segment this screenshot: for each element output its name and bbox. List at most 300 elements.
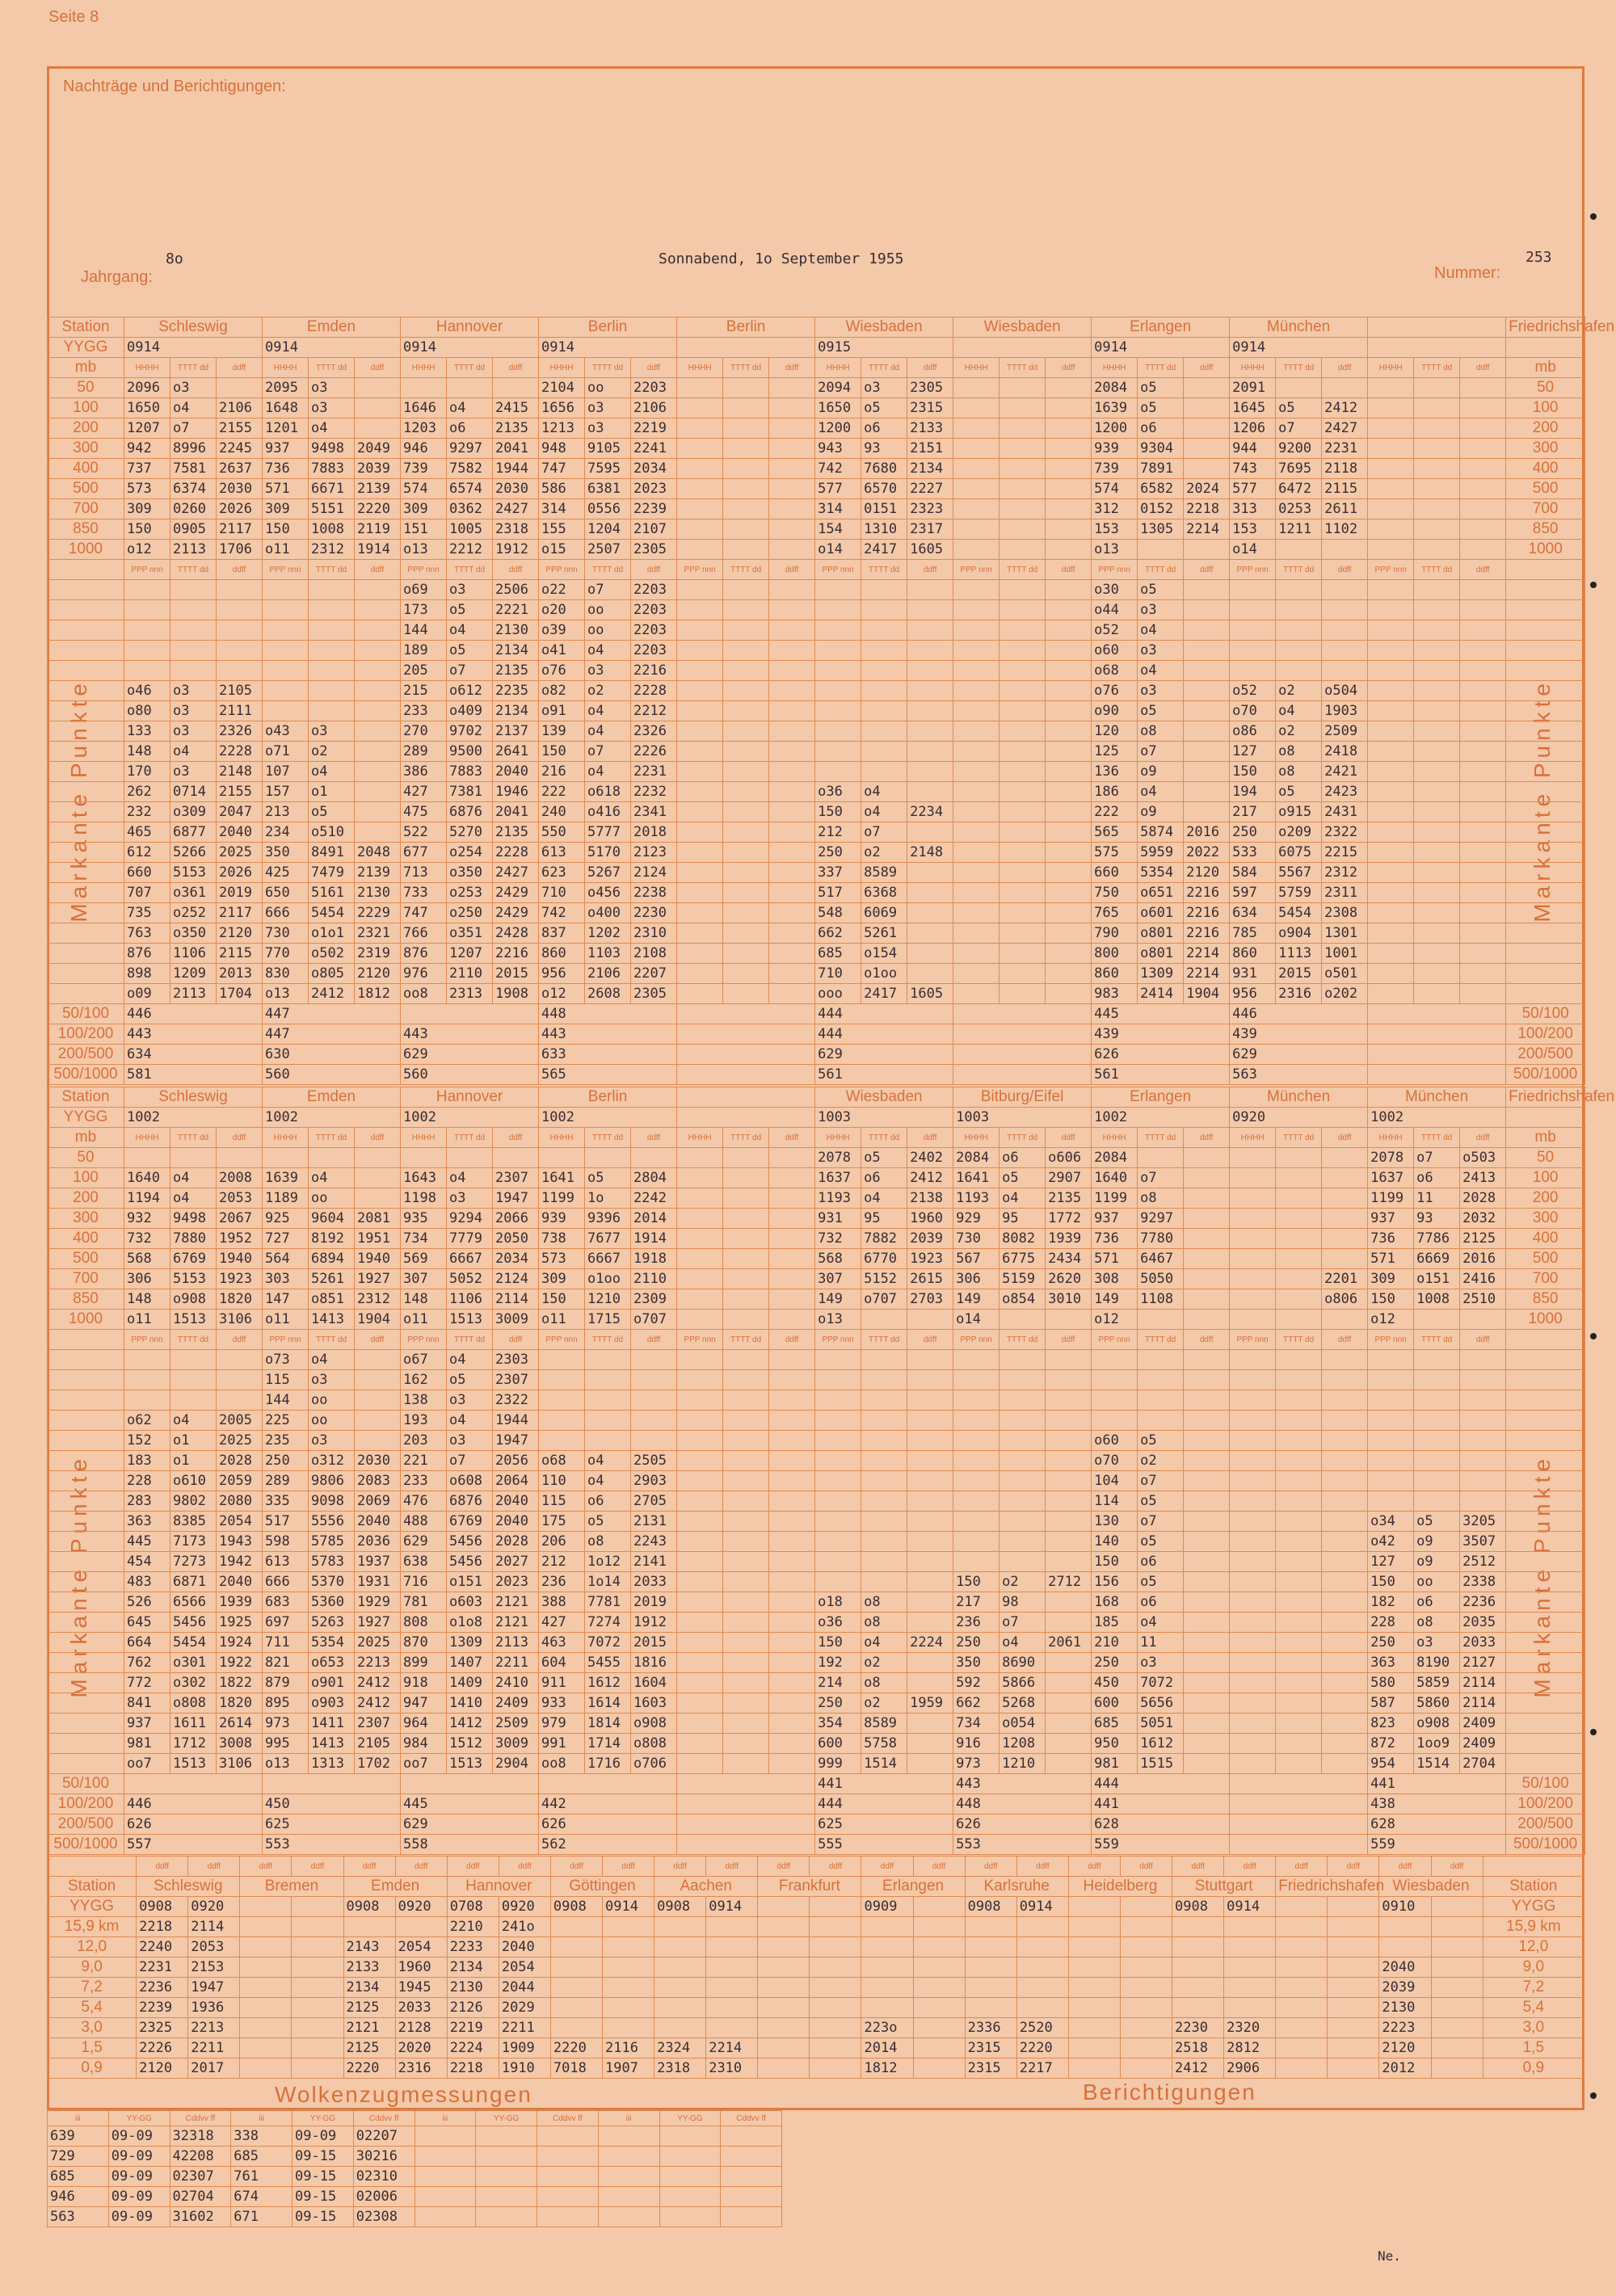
cell (48, 883, 124, 903)
value-cell: o14 (1230, 540, 1276, 560)
value-cell: 2427 (493, 499, 539, 519)
value-cell: o70 (1230, 701, 1276, 721)
value-cell: oo (1414, 1572, 1460, 1592)
value-cell (1230, 1592, 1276, 1613)
value-cell (677, 1734, 723, 1754)
value-cell (1322, 1451, 1368, 1471)
time-value: 0910 (1379, 1897, 1431, 1917)
value-cell (1368, 540, 1414, 560)
value-cell (723, 1714, 769, 1734)
value-cell (1414, 1431, 1460, 1451)
value-cell: 153 (1230, 519, 1276, 540)
value-cell: 1637 (1368, 1168, 1414, 1188)
value-cell: 5454 (170, 1633, 217, 1653)
value-cell (1046, 1491, 1092, 1512)
value-cell: 2704 (1460, 1754, 1506, 1774)
value-cell: o801 (1138, 923, 1184, 944)
value-cell (292, 1917, 343, 1937)
value-cell: o7 (1138, 1512, 1184, 1532)
value-cell (815, 1491, 861, 1512)
layer-value (124, 1774, 263, 1794)
value-cell (861, 1310, 907, 1330)
punch-hole (1590, 582, 1597, 588)
value-cell: o2 (1138, 1451, 1184, 1471)
value-cell: 445 (124, 1532, 170, 1552)
value-cell (1276, 1289, 1322, 1310)
value-cell: 216 (539, 762, 585, 782)
value-cell: 1706 (217, 540, 263, 560)
value-cell: o7 (1138, 1471, 1184, 1491)
sub-header: ddff (654, 1857, 706, 1877)
value-cell (124, 580, 170, 600)
value-cell: 1960 (907, 1209, 953, 1229)
value-cell (769, 479, 815, 499)
value-cell: 2238 (631, 883, 677, 903)
value-cell: 1611 (170, 1714, 217, 1734)
height-row (48, 1917, 1584, 1937)
value-cell (1184, 802, 1230, 822)
mark-row (48, 1552, 1585, 1572)
layer-row (48, 1835, 1585, 1855)
value-cell: 729 (48, 2147, 109, 2167)
value-cell: o2 (861, 1693, 907, 1714)
value-cell: 2130 (447, 1978, 499, 1998)
value-cell: 2134 (343, 1978, 395, 1998)
value-cell: 5360 (309, 1592, 355, 1613)
value-cell (953, 661, 999, 681)
value-cell: o4 (861, 782, 907, 802)
value-cell (539, 1431, 585, 1451)
value-cell (769, 1209, 815, 1229)
value-cell (723, 580, 769, 600)
value-cell (810, 1978, 861, 1998)
time-value: 0914 (1224, 1897, 1276, 1917)
value-cell: 1008 (309, 519, 355, 540)
value-cell: o52 (1230, 681, 1276, 701)
value-cell: 1712 (170, 1734, 217, 1754)
value-cell (723, 418, 769, 439)
value-cell (1046, 1734, 1092, 1754)
sub-header: ddff (769, 1330, 815, 1350)
value-cell: oo (585, 620, 631, 641)
value-cell: 943 (815, 439, 861, 459)
time-value: 0908 (965, 1897, 1016, 1917)
value-cell (999, 418, 1046, 439)
cell (48, 1653, 124, 1673)
level-row (48, 1209, 1585, 1229)
value-cell: 363 (1368, 1653, 1414, 1673)
value-cell (1460, 1491, 1506, 1512)
value-cell (1224, 1978, 1276, 1998)
value-cell: 289 (401, 742, 447, 762)
value-cell (1276, 2038, 1328, 2058)
value-cell: 2203 (631, 620, 677, 641)
value-cell: 750 (1092, 883, 1138, 903)
value-cell: 2316 (1276, 984, 1322, 1004)
value-cell: 1937 (355, 1552, 401, 1572)
value-cell (1276, 540, 1322, 560)
value-cell: 5454 (1276, 903, 1322, 923)
value-cell: 2019 (631, 1592, 677, 1613)
value-cell: 2130 (355, 883, 401, 903)
height-row (48, 1978, 1584, 1998)
level-row (48, 540, 1585, 560)
value-cell: 6069 (861, 903, 907, 923)
value-cell (170, 620, 217, 641)
value-cell (1322, 1350, 1368, 1370)
value-cell: 148 (124, 1289, 170, 1310)
value-cell: 2081 (355, 1209, 401, 1229)
value-cell (654, 1957, 706, 1978)
value-cell: 2028 (217, 1451, 263, 1471)
value-cell (677, 1754, 723, 1774)
sub-header-row (48, 358, 1585, 378)
value-cell: 2117 (217, 519, 263, 540)
value-cell: 2106 (631, 398, 677, 418)
value-cell: 2023 (493, 1572, 539, 1592)
value-cell (1368, 620, 1414, 641)
sub-header: HHHH (1230, 1128, 1276, 1148)
value-cell (1414, 863, 1460, 883)
value-cell: 1922 (217, 1653, 263, 1673)
value-cell (1414, 964, 1460, 984)
value-cell (815, 1390, 861, 1411)
value-cell: 1413 (309, 1734, 355, 1754)
value-cell: 185 (1092, 1613, 1138, 1633)
value-cell: 2084 (1092, 1148, 1138, 1168)
value-cell: 587 (1368, 1693, 1414, 1714)
value-cell (1230, 1209, 1276, 1229)
level-label: 300 (48, 1209, 124, 1229)
value-cell: oo (309, 1188, 355, 1209)
value-cell: 2203 (631, 378, 677, 398)
value-cell: 671 (231, 2207, 292, 2227)
value-cell (603, 1957, 654, 1978)
value-cell: 574 (401, 479, 447, 499)
value-cell: 150 (1230, 762, 1276, 782)
mark-row (48, 620, 1585, 641)
sub-header: TTTT dd (999, 358, 1046, 378)
level-label: 300 (1506, 439, 1585, 459)
value-cell (1230, 1532, 1276, 1552)
layer-value (1230, 1774, 1368, 1794)
value-cell: o41 (539, 641, 585, 661)
value-cell: o3 (585, 661, 631, 681)
layer-value: 626 (539, 1815, 677, 1835)
value-cell (659, 2167, 721, 2187)
sub-header: ddff (1379, 1857, 1431, 1877)
value-cell: 2121 (343, 2018, 395, 2038)
value-cell: o054 (999, 1714, 1046, 1734)
value-cell: 2106 (217, 398, 263, 418)
value-cell (953, 984, 999, 1004)
sub-header: iii (415, 2111, 476, 2126)
value-cell (1230, 1310, 1276, 1330)
value-cell (1276, 1978, 1328, 1998)
value-cell: o3 (447, 1390, 493, 1411)
value-cell (1046, 600, 1092, 620)
value-cell (1276, 1310, 1322, 1330)
sub-header: ddff (965, 1857, 1016, 1877)
sub-header: ddff (1322, 560, 1368, 580)
value-cell: 870 (401, 1633, 447, 1653)
value-cell: 2120 (1184, 863, 1230, 883)
value-cell (907, 600, 953, 620)
value-cell (677, 1431, 723, 1451)
value-cell: 2218 (447, 2058, 499, 2079)
value-cell: 206 (539, 1532, 585, 1552)
value-cell (861, 1390, 907, 1411)
value-cell (1414, 822, 1460, 843)
wolken-row (48, 2147, 782, 2167)
cell (48, 1673, 124, 1693)
value-cell: 9396 (585, 1209, 631, 1229)
value-cell: 125 (1092, 742, 1138, 762)
sub-header: TTTT dd (1138, 560, 1184, 580)
value-cell: 711 (263, 1633, 309, 1653)
value-cell: 973 (263, 1714, 309, 1734)
cell (48, 1491, 124, 1512)
value-cell: oo7 (401, 1754, 447, 1774)
value-cell (355, 681, 401, 701)
value-cell (953, 418, 999, 439)
value-cell: 7781 (585, 1592, 631, 1613)
value-cell: 5153 (170, 863, 217, 883)
layer-value (953, 1045, 1092, 1065)
value-cell (493, 378, 539, 398)
value-cell (1414, 1451, 1460, 1471)
value-cell (907, 1411, 953, 1431)
value-cell (723, 1209, 769, 1229)
sub-header: ddff (1046, 358, 1092, 378)
height-row (48, 2018, 1584, 2038)
value-cell (1230, 620, 1276, 641)
value-cell (1460, 479, 1506, 499)
value-cell (539, 1148, 585, 1168)
value-cell (1414, 620, 1460, 641)
sub-header: HHHH (1092, 358, 1138, 378)
level-label: 1000 (48, 540, 124, 560)
value-cell: 1200 (815, 418, 861, 439)
station-name: München (1230, 1087, 1368, 1108)
value-cell: 314 (539, 499, 585, 519)
value-cell (913, 1978, 965, 1998)
value-cell: 2015 (1276, 964, 1322, 984)
level-label: 200 (1506, 418, 1585, 439)
value-cell (1184, 1552, 1230, 1572)
value-cell: o3 (447, 580, 493, 600)
sub-header: ddff (907, 560, 953, 580)
value-cell (1230, 1613, 1276, 1633)
value-cell: o6 (1138, 418, 1184, 439)
value-cell: 217 (1230, 802, 1276, 822)
value-cell (1460, 923, 1506, 944)
value-cell: 1204 (585, 519, 631, 540)
value-cell (1046, 883, 1092, 903)
value-cell: 2061 (1046, 1633, 1092, 1653)
value-cell: 1210 (999, 1754, 1046, 1774)
value-cell (769, 1613, 815, 1633)
value-cell (1276, 1491, 1322, 1512)
value-cell (1184, 1289, 1230, 1310)
value-cell (1368, 863, 1414, 883)
mark-row (48, 661, 1585, 681)
value-cell: 2016 (1460, 1249, 1506, 1269)
value-cell: 2014 (861, 2038, 913, 2058)
value-cell: 571 (263, 479, 309, 499)
value-cell (1120, 1957, 1172, 1978)
level-row (48, 519, 1585, 540)
value-cell: 577 (815, 479, 861, 499)
mark-row (48, 1350, 1585, 1370)
sub-header: HHHH (401, 358, 447, 378)
value-cell: 984 (401, 1734, 447, 1754)
value-cell: 1194 (124, 1188, 170, 1209)
value-cell (999, 701, 1046, 721)
wolken-row (48, 2126, 782, 2147)
value-cell: 2115 (1322, 479, 1368, 499)
value-cell: 2427 (1322, 418, 1368, 439)
value-cell: 2307 (355, 1714, 401, 1734)
layer-value (677, 1774, 815, 1794)
value-cell (723, 944, 769, 964)
value-cell: 0362 (447, 499, 493, 519)
value-cell: o60 (1092, 641, 1138, 661)
value-cell: 564 (263, 1249, 309, 1269)
value-cell (1276, 1714, 1322, 1734)
value-cell: o351 (447, 923, 493, 944)
value-cell: 685 (231, 2147, 292, 2167)
value-cell: 2410 (493, 1673, 539, 1693)
sub-header: HHHH (1368, 1128, 1414, 1148)
mark-row (48, 944, 1585, 964)
value-cell: 1410 (447, 1693, 493, 1714)
value-cell (1046, 782, 1092, 802)
value-cell (1046, 1370, 1092, 1390)
station-name: Schleswig (124, 1087, 263, 1108)
value-cell (1046, 398, 1092, 418)
value-cell (1230, 1572, 1276, 1592)
height-label: 12,0 (48, 1937, 137, 1957)
value-cell: o13 (1092, 540, 1138, 560)
value-cell: o202 (1322, 984, 1368, 1004)
value-cell: 2104 (539, 378, 585, 398)
value-cell: 1936 (188, 1998, 240, 2018)
value-cell (677, 1269, 723, 1289)
value-cell (1138, 540, 1184, 560)
value-cell (1068, 2058, 1120, 2079)
value-cell (1368, 459, 1414, 479)
value-cell: 149 (1092, 1289, 1138, 1310)
value-cell (1184, 1653, 1230, 1673)
value-cell: 2512 (1460, 1552, 1506, 1572)
value-cell: 483 (124, 1572, 170, 1592)
value-cell (1172, 1978, 1224, 1998)
value-cell (240, 1957, 292, 1978)
value-cell: o350 (170, 923, 217, 944)
sub-header: TTTT dd (1138, 1128, 1184, 1148)
height-label: 9,0 (1483, 1957, 1584, 1978)
time-value: 0914 (124, 338, 263, 358)
value-cell: o5 (1138, 701, 1184, 721)
value-cell (476, 2167, 537, 2187)
value-cell: o2 (309, 742, 355, 762)
value-cell: oo8 (539, 1754, 585, 1774)
value-cell: o5 (1138, 1532, 1184, 1552)
value-cell: 02704 (170, 2187, 231, 2207)
value-cell (907, 1592, 953, 1613)
value-cell: 666 (263, 1572, 309, 1592)
value-cell: o91 (539, 701, 585, 721)
value-cell: 575 (1092, 843, 1138, 863)
value-cell (1138, 1148, 1184, 1168)
page-label: Seite 8 (48, 8, 99, 26)
layer-label: 200/500 (1506, 1045, 1585, 1065)
value-cell (1368, 964, 1414, 984)
layer-value: 443 (401, 1024, 539, 1045)
value-cell: 2080 (217, 1491, 263, 1512)
value-cell (769, 1754, 815, 1774)
value-cell (1276, 661, 1322, 681)
value-cell (603, 2018, 654, 2038)
value-cell (1184, 459, 1230, 479)
value-cell (1230, 1754, 1276, 1774)
value-cell: o43 (263, 721, 309, 742)
value-cell: 6671 (309, 479, 355, 499)
value-cell (1368, 1411, 1414, 1431)
value-cell (677, 540, 723, 560)
layer-value: 555 (815, 1835, 953, 1855)
sub-header: TTTT dd (447, 1128, 493, 1148)
value-cell: 2421 (1322, 762, 1368, 782)
sub-header: ddff (907, 1128, 953, 1148)
value-cell: 650 (263, 883, 309, 903)
value-cell: 766 (401, 923, 447, 944)
value-cell (677, 519, 723, 540)
value-cell (1046, 822, 1092, 843)
cell (48, 1411, 124, 1431)
value-cell (1414, 1350, 1460, 1370)
value-cell: 2012 (1379, 2058, 1431, 2079)
mark-row (48, 701, 1585, 721)
station-name: Berlin (677, 317, 815, 338)
value-cell: o409 (447, 701, 493, 721)
cell (1506, 923, 1585, 944)
time-value: 0908 (654, 1897, 706, 1917)
layer-value: 441 (1368, 1774, 1506, 1794)
layer-value: 634 (124, 1045, 263, 1065)
mark-row (48, 580, 1585, 600)
value-cell: 772 (124, 1673, 170, 1693)
cell (1506, 641, 1585, 661)
value-cell (999, 863, 1046, 883)
value-cell: 232 (124, 802, 170, 822)
sub-header: TTTT dd (861, 358, 907, 378)
value-cell: 7883 (309, 459, 355, 479)
value-cell: 1199 (1368, 1188, 1414, 1209)
value-cell (1414, 1310, 1460, 1330)
station-name: Wiesbaden (953, 317, 1092, 338)
cell (48, 762, 124, 782)
mark-row (48, 964, 1585, 984)
value-cell: 685 (48, 2167, 109, 2187)
value-cell: 9604 (309, 1209, 355, 1229)
value-cell: 1702 (355, 1754, 401, 1774)
value-cell (769, 802, 815, 822)
sub-header: TTTT dd (861, 1128, 907, 1148)
value-cell (309, 1148, 355, 1168)
value-cell: 876 (401, 944, 447, 964)
